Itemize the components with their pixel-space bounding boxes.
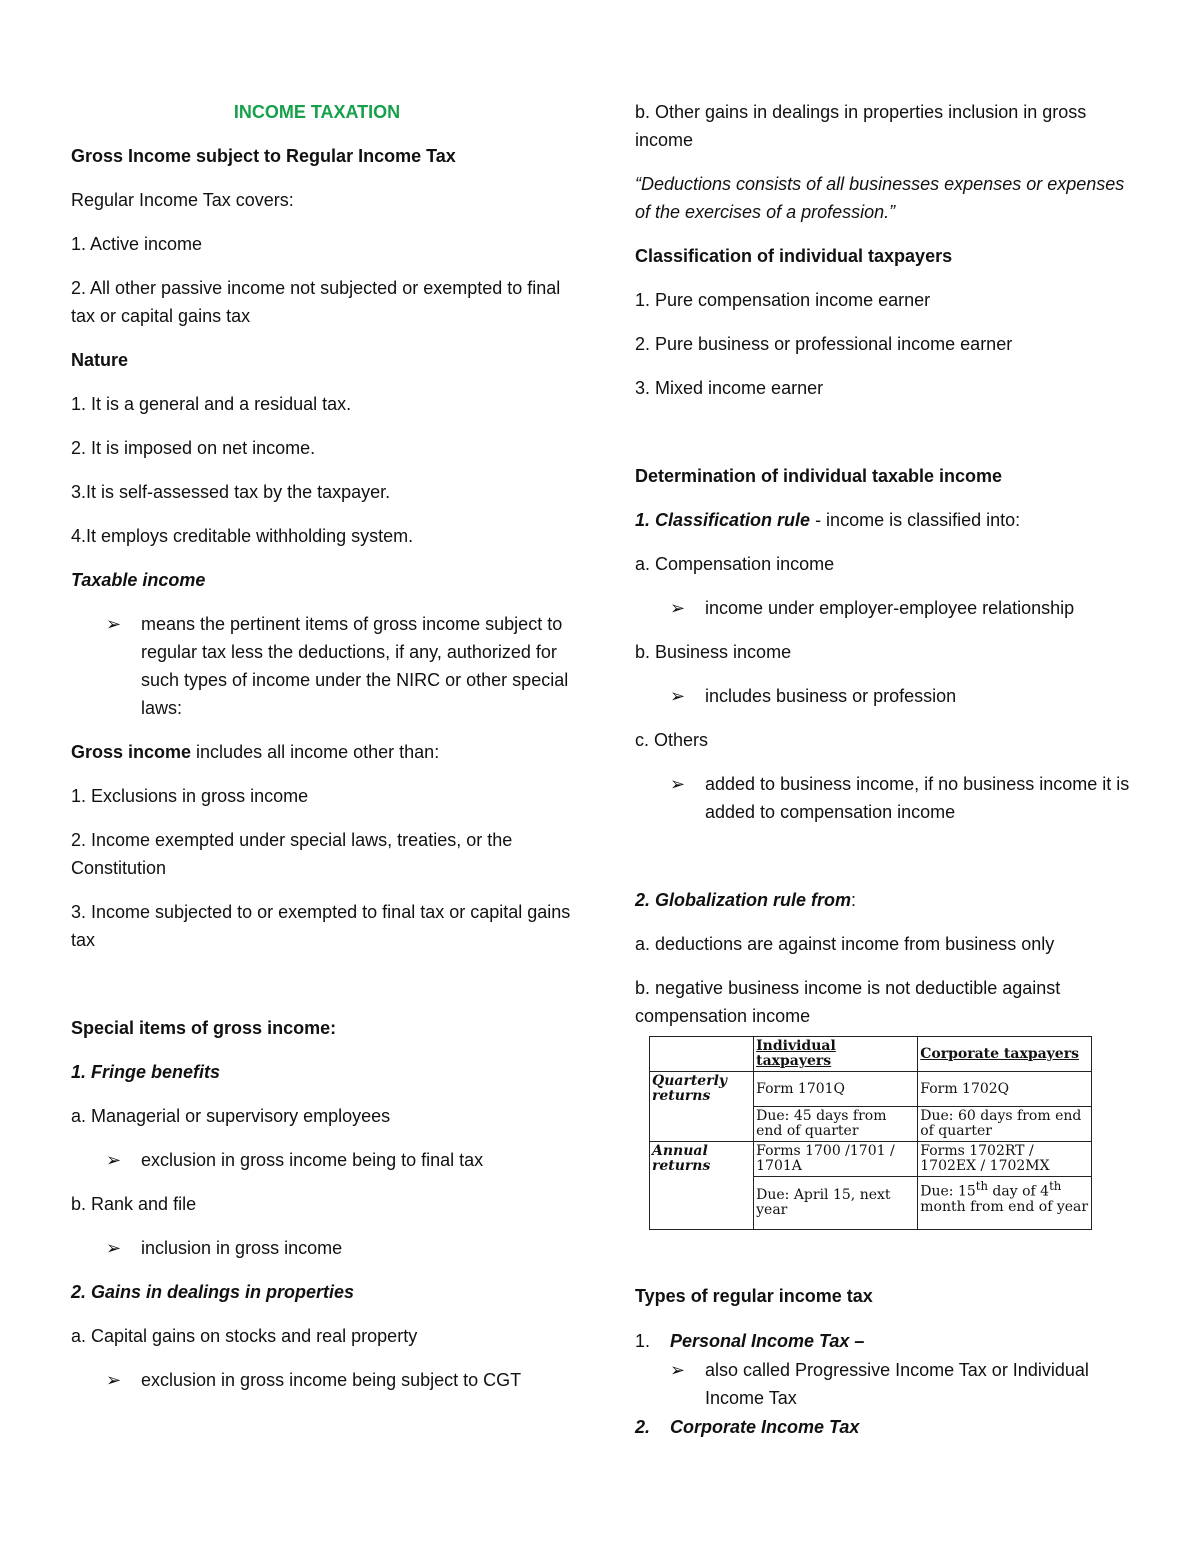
arrow-bullet-icon: ➢: [106, 1150, 122, 1170]
arrow-bullet-icon: ➢: [106, 1370, 122, 1390]
gross-income-label: Gross income: [71, 742, 192, 762]
gross-income-heading: Gross Income subject to Regular Income Tax: [71, 146, 456, 166]
header-individual: Individual taxpayers: [754, 1037, 918, 1072]
fringe-item-b: b. Rank and file: [71, 1194, 197, 1214]
classification-heading: Classification of individual taxpayers: [635, 246, 953, 266]
due-text: Due: 15: [920, 1183, 976, 1200]
due-text: day of 4: [987, 1183, 1050, 1200]
fringe-item-a: a. Managerial or supervisory employees: [71, 1106, 391, 1126]
others-income-bullet: [635, 770, 1135, 826]
fringe-a-bullet: [71, 1146, 571, 1174]
bullet-text: includes business or profession: [705, 686, 957, 706]
table-corner-cell: [650, 1037, 754, 1072]
gains-a-bullet: [71, 1366, 571, 1394]
type-item-2: [635, 1412, 1135, 1442]
business-income: b. Business income: [635, 642, 792, 662]
deductions-quote: “Deductions consists of all businesses expenses or expenses of the exercises of a profession.”: [635, 174, 1125, 222]
right-column: [635, 98, 1135, 1442]
gross-income-rest: includes all income other than:: [191, 742, 440, 762]
bullet-text: also called Progressive Income Tax or Individual Income Tax: [705, 1360, 1089, 1408]
quarterly-individual-due: Due: 45 days from end of quarter: [754, 1107, 918, 1142]
arrow-bullet-icon: ➢: [106, 1238, 122, 1258]
classification-rule: [635, 506, 1135, 534]
nature-item-2: 2. It is imposed on net income.: [71, 438, 316, 458]
arrow-bullet-icon: ➢: [670, 1360, 686, 1380]
globalization-rule-rest: :: [851, 890, 857, 910]
business-income-bullet: [635, 682, 1135, 710]
superscript: th: [975, 1179, 988, 1193]
bullet-text: added to business income, if no business income it is added to compensation income: [705, 774, 1130, 822]
classification-item-1: 1. Pure compensation income earner: [635, 290, 931, 310]
compensation-income: a. Compensation income: [635, 554, 835, 574]
types-heading: Types of regular income tax: [635, 1286, 873, 1306]
exclusion-item-3: 3. Income subjected to or exempted to final tax or capital gains tax: [71, 902, 571, 950]
left-column: [71, 98, 571, 1410]
fringe-b-bullet: [71, 1234, 571, 1262]
exclusion-item-2: 2. Income exempted under special laws, treaties, or the Constitution: [71, 830, 513, 878]
table-row: [650, 1142, 1092, 1177]
nature-item-4: 4.It employs creditable withholding system.: [71, 526, 414, 546]
covers-item-1: 1. Active income: [71, 234, 203, 254]
bullet-text: means the pertinent items of gross income subject to regular tax less the deductions, if any, authorized for such types of income under the NIRC or other special laws:: [141, 614, 569, 718]
list-number: 2.: [635, 1417, 651, 1437]
arrow-bullet-icon: ➢: [670, 774, 686, 794]
classification-rule-label: 1. Classification rule: [635, 510, 811, 530]
nature-item-1: 1. It is a general and a residual tax.: [71, 394, 352, 414]
spacer: [635, 842, 1135, 886]
quarterly-corporate-due: Due: 60 days from end of quarter: [918, 1107, 1092, 1142]
arrow-bullet-icon: ➢: [106, 614, 122, 634]
gains-heading: 2. Gains in dealings in properties: [71, 1282, 355, 1302]
globalization-item-a: a. deductions are against income from business only: [635, 934, 1055, 954]
annual-corporate-form: Forms 1702RT / 1702EX / 1702MX: [918, 1142, 1092, 1177]
quarterly-corporate-form: Form 1702Q: [918, 1072, 1092, 1107]
classification-item-3: 3. Mixed income earner: [635, 378, 824, 398]
covers-intro: Regular Income Tax covers:: [71, 190, 294, 210]
fringe-benefits-heading: 1. Fringe benefits: [71, 1062, 221, 1082]
covers-item-2: 2. All other passive income not subjected or exempted to final tax or capital gains tax: [71, 278, 561, 326]
gross-income-includes: [71, 738, 571, 766]
arrow-bullet-icon: ➢: [670, 598, 686, 618]
annual-corporate-due: [918, 1177, 1092, 1230]
bullet-text: inclusion in gross income: [141, 1238, 343, 1258]
others-income: c. Others: [635, 730, 709, 750]
bullet-text: exclusion in gross income being subject to CGT: [141, 1370, 522, 1390]
nature-item-3: 3.It is self-assessed tax by the taxpayer.: [71, 482, 391, 502]
type-item-1: [635, 1326, 1135, 1356]
determination-heading: Determination of individual taxable income: [635, 466, 1003, 486]
globalization-item-b: b. negative business income is not deductible against compensation income: [635, 978, 1061, 1026]
table-row: [650, 1072, 1092, 1107]
globalization-rule-label: 2. Globalization rule from: [635, 890, 852, 910]
classification-rule-rest: - income is classified into:: [810, 510, 1021, 530]
quarterly-individual-form: Form 1701Q: [754, 1072, 918, 1107]
type-1-bullet: [635, 1356, 1135, 1412]
gains-item-a: a. Capital gains on stocks and real property: [71, 1326, 418, 1346]
type-2-label: Corporate Income Tax: [670, 1417, 860, 1437]
bullet-text: income under employer-employee relationship: [705, 598, 1075, 618]
returns-table: [649, 1036, 1092, 1230]
type-1-label: Personal Income Tax –: [670, 1331, 865, 1351]
header-corporate: Corporate taxpayers: [918, 1037, 1092, 1072]
gains-item-b: b. Other gains in dealings in properties inclusion in gross income: [635, 102, 1087, 150]
document-title: INCOME TAXATION: [233, 102, 401, 122]
due-text: month from end of year: [920, 1198, 1089, 1215]
row-label-annual: Annual returns: [650, 1142, 754, 1230]
spacer: [635, 1230, 1135, 1282]
special-items-heading: Special items of gross income:: [71, 1018, 337, 1038]
annual-individual-due: Due: April 15, next year: [754, 1177, 918, 1230]
compensation-income-bullet: [635, 594, 1135, 622]
annual-individual-form: Forms 1700 /1701 / 1701A: [754, 1142, 918, 1177]
arrow-bullet-icon: ➢: [670, 686, 686, 706]
taxable-income-bullet: [71, 610, 571, 722]
superscript: th: [1049, 1179, 1062, 1193]
taxable-income-heading: Taxable income: [71, 570, 206, 590]
globalization-rule: [635, 886, 1135, 914]
bullet-text: exclusion in gross income being to final tax: [141, 1150, 484, 1170]
nature-heading: Nature: [71, 350, 129, 370]
table-header-row: [650, 1037, 1092, 1072]
list-number: 1.: [635, 1331, 651, 1351]
spacer: [71, 970, 571, 1014]
exclusion-item-1: 1. Exclusions in gross income: [71, 786, 309, 806]
row-label-quarterly: Quarterly returns: [650, 1072, 754, 1142]
classification-item-2: 2. Pure business or professional income earner: [635, 334, 1013, 354]
spacer: [635, 418, 1135, 462]
